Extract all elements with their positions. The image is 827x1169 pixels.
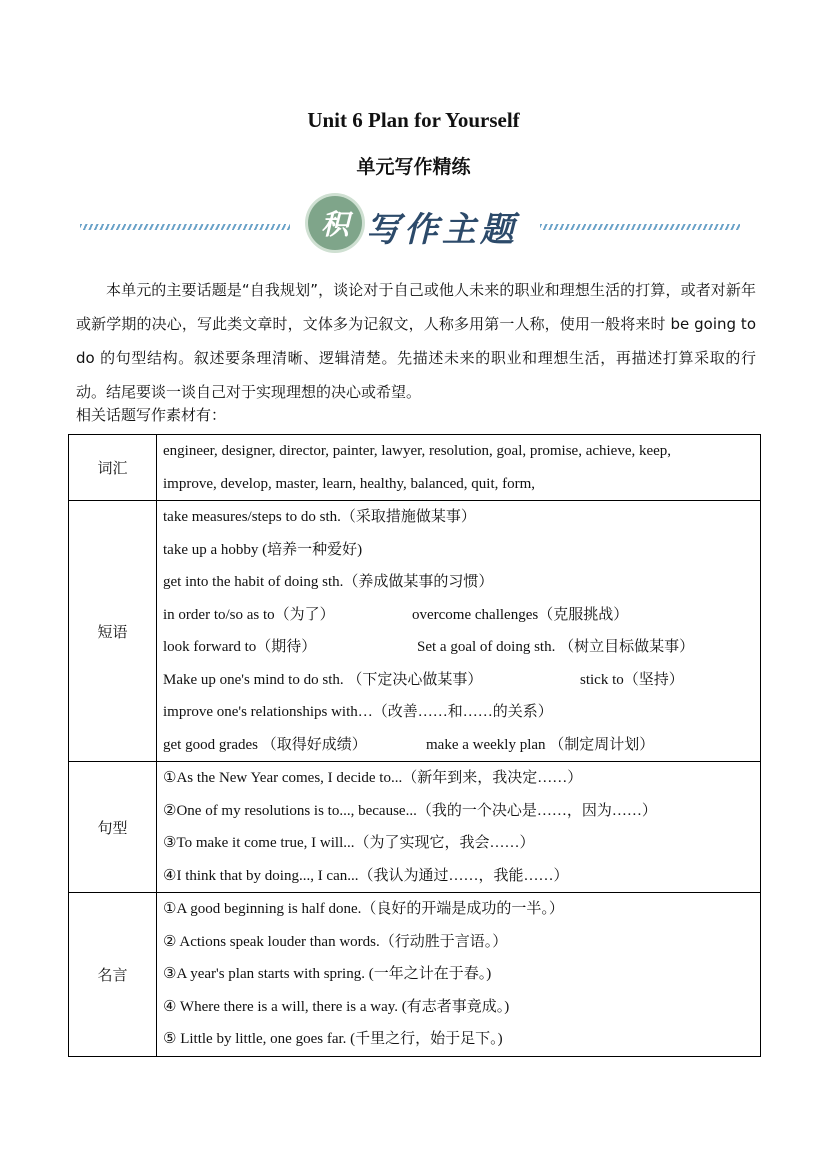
phrase-line <box>163 664 754 697</box>
pattern-line: ④I think that by doing..., I can...（我认为通过……，我能……） <box>163 867 569 884</box>
vocab-line: improve, develop, master, learn, healthy, balanced, quit, form, <box>163 475 536 492</box>
phrase-line: take up a hobby (培养一种爱好) <box>163 541 363 558</box>
quote-line: ⑤ Little by little, one goes far. (千里之行，始于足下。) <box>163 1031 503 1047</box>
quotes-cell <box>157 893 761 1057</box>
table-row-patterns <box>69 762 761 893</box>
category-patterns: 句型 <box>69 762 157 893</box>
phrase-line: get into the habit of doing sth.（养成做某事的习惯） <box>163 574 494 590</box>
phrase-line <box>163 729 754 762</box>
phrase-item: get good grades （取得好成绩） <box>163 736 367 753</box>
phrase-item: make a weekly plan （制定周计划） <box>426 736 655 753</box>
phrase-item: Set a goal of doing sth. （树立目标做某事） <box>417 639 695 655</box>
patterns-cell <box>157 762 761 893</box>
table-row-quotes <box>69 893 761 1057</box>
section-banner <box>80 192 740 262</box>
category-phrases: 短语 <box>69 501 157 762</box>
pattern-line: ②One of my resolutions is to..., because...（我的一个决心是……，因为……） <box>163 802 657 819</box>
vocab-cell <box>157 435 761 501</box>
category-vocab: 词汇 <box>69 435 157 501</box>
materials-table <box>68 434 761 1057</box>
quote-line: ④ Where there is a will, there is a way. (有志者事竟成。) <box>163 998 510 1015</box>
phrase-item: in order to/so as to（为了） <box>163 606 335 623</box>
category-quotes: 名言 <box>69 893 157 1057</box>
phrase-line <box>163 599 754 632</box>
banner-heading: 写作主题 <box>366 210 518 250</box>
banner-hatch-left <box>80 224 290 230</box>
vocab-line: engineer, designer, director, painter, lawyer, resolution, goal, promise, achieve, keep, <box>163 443 672 459</box>
materials-label: 相关话题写作素材有： <box>76 406 227 424</box>
banner-hatch-right <box>540 224 740 230</box>
phrase-item: look forward to（期待） <box>163 639 317 655</box>
quote-line: ①A good beginning is half done.（良好的开端是成功的一半。） <box>163 901 564 917</box>
phrase-item: overcome challenges（克服挑战） <box>412 606 629 623</box>
phrase-line <box>163 631 754 664</box>
intro-paragraph: 本单元的主要话题是“自我规划”，谈论对于自己或他人未来的职业和理想生活的打算，或者对新年或新学期的决心，写此类文章时，文体多为记叙文，人称多用第一人称，使用一般将来时 be going to do 的句型结构。叙述要条理清晰、逻辑清楚。先描述未来的职业和理想生活，再描述打算采取的行动。结尾要谈一谈自己对于实现理想的决心或希望。 <box>76 281 756 401</box>
banner-badge-icon: 积 <box>308 196 362 250</box>
phrase-item: stick to（坚持） <box>580 671 684 688</box>
table-row-phrases <box>69 501 761 762</box>
page-title: Unit 6 Plan for Yourself <box>307 108 520 132</box>
quote-line: ③A year's plan starts with spring. (一年之计在于春。) <box>163 966 492 982</box>
phrase-line: improve one's relationships with…（改善……和……的关系） <box>163 704 553 720</box>
table-row-vocab <box>69 435 761 501</box>
phrases-cell <box>157 501 761 762</box>
pattern-line: ①As the New Year comes, I decide to...（新年到来，我决定……） <box>163 770 583 786</box>
page-subtitle: 单元写作精练 <box>356 156 471 178</box>
phrase-item: Make up one's mind to do sth. （下定决心做某事） <box>163 671 483 688</box>
pattern-line: ③To make it come true, I will...（为了实现它，我会……） <box>163 835 535 851</box>
quote-line: ② Actions speak louder than words.（行动胜于言语。） <box>163 933 508 950</box>
phrase-line: take measures/steps to do sth.（采取措施做某事） <box>163 509 476 525</box>
